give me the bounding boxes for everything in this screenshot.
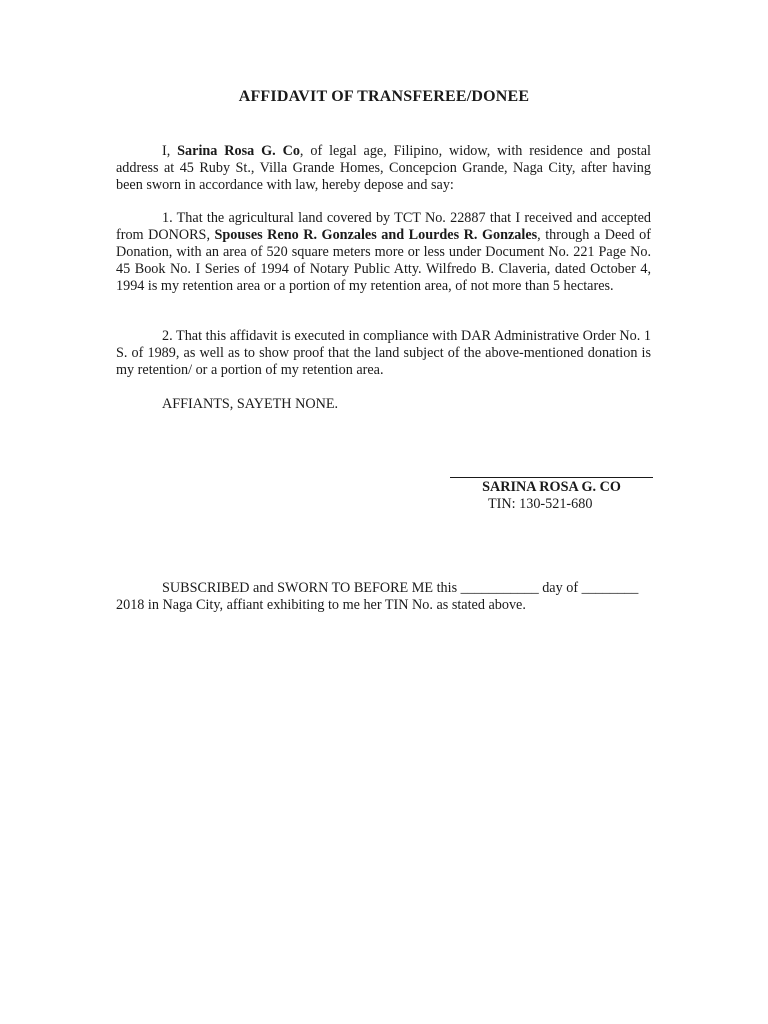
intro-pre-text: I, [162,143,178,159]
closing-statement: AFFIANTS, SAYETH NONE. [162,396,339,412]
paragraph-one-post-text: , through a Deed of Donation, with an area of 520 square meters more or less under Document No. 221 Page No. 45 Book No. I Series of 1994 of Notary Public Atty. Wilfredo B. Claveria, dated October 4, 1994 is my retention area or a portion of my retention area, of not more than 5 hectares. [116,227,651,294]
jurat-paragraph: SUBSCRIBED and SWORN TO BEFORE ME this ___________ day of ________ 2018 in Naga City, affiant exhibiting to me her TIN No. as stated above. [116,580,639,613]
document-title: AFFIDAVIT OF TRANSFEREE/DONEE [238,88,530,105]
paragraph-one [116,210,651,295]
paragraph-two: 2. That this affidavit is executed in compliance with DAR Administrative Order No. 1 S. of 1989, as well as to show proof that the land subject of the above-mentioned donation is my retention/ or a portion of my retention area. [116,328,651,378]
donors-name: Spouses Reno R. Gonzales and Lourdes R. Gonzales [214,227,538,243]
intro-paragraph [116,143,651,194]
signatory-name: SARINA ROSA G. CO [482,479,621,495]
affiant-name: Sarina Rosa G. Co [177,143,300,159]
paragraph-one-pre-text: 1. That the agricultural land covered by TCT No. 22887 that I received and accepted from DONORS, [116,210,651,243]
signatory-tin: TIN: 130-521-680 [488,496,593,512]
intro-post-text: , of legal age, Filipino, widow, with residence and postal address at 45 Ruby St., Villa Grande Homes, Concepcion Grande, Naga City, after having been sworn in accordance with law, hereby depose and say: [116,143,651,193]
signature-line [450,477,653,478]
